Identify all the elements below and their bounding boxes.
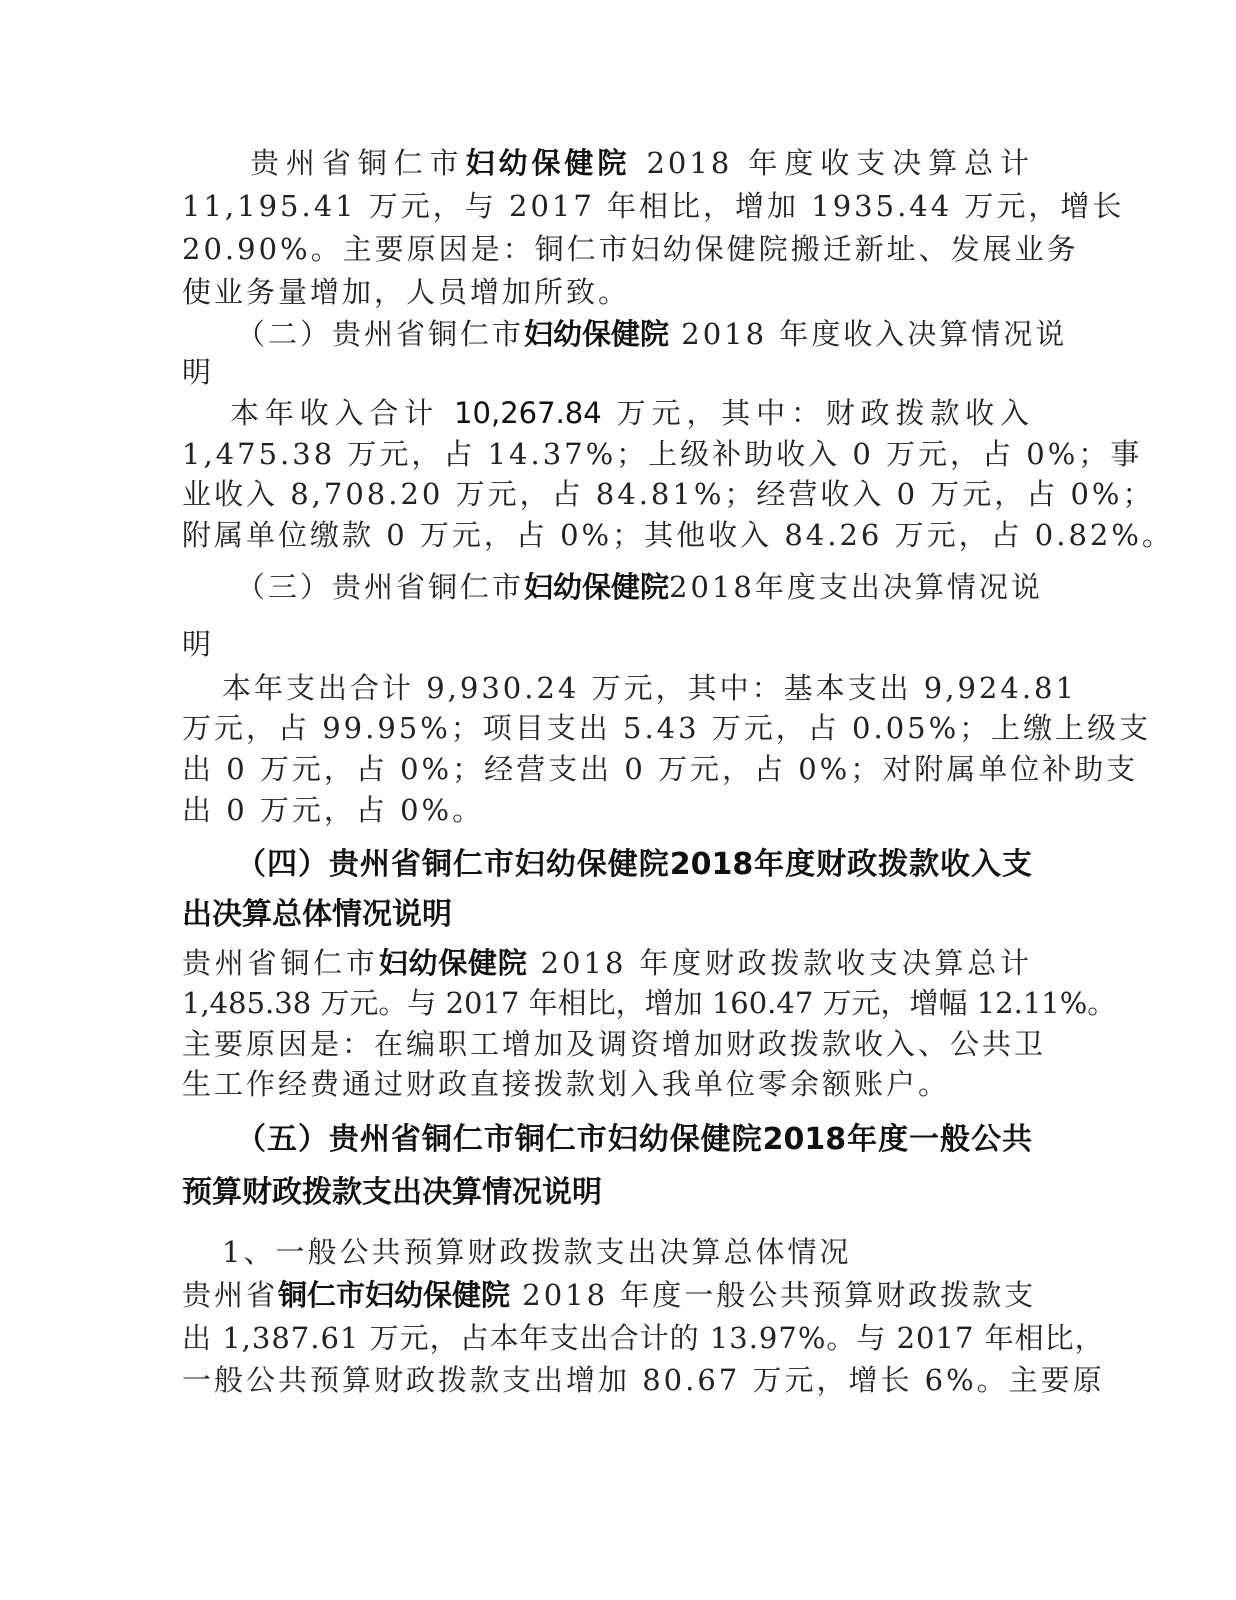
bold-run: 妇幼保健院: [524, 570, 670, 604]
paragraph-line: 主要原因是：在编职工增加及调资增加财政拨款收入、公共卫: [182, 1027, 1047, 1061]
section-heading-5-cont: 预算财政拨款支出决算情况说明: [182, 1175, 602, 1210]
paragraph-line: 万元，占 99.95%；项目支出 5.43 万元，占 0.05%；上缴上级支: [182, 711, 1152, 745]
subheading: 1、一般公共预算财政拨款支出决算总体情况: [222, 1235, 852, 1269]
paragraph-line: 出 0 万元，占 0%；经营支出 0 万元，占 0%；对附属单位补助支: [182, 752, 1139, 786]
paragraph-line: 11,195.41 万元，与 2017 年相比，增加 1935.44 万元，增长: [182, 189, 1125, 223]
section-heading-5: （五）贵州省铜仁市铜仁市妇幼保健院2018年度一般公共: [236, 1122, 1032, 1157]
paragraph-line: 生工作经费通过财政直接拨款划入我单位零余额账户。: [182, 1067, 951, 1101]
text-run: （二）贵州省铜仁市: [236, 317, 525, 351]
paragraph-line: [250, 143, 1032, 183]
bold-run: 妇幼保健院: [524, 317, 670, 351]
bold-run: 妇幼保健院: [465, 146, 631, 180]
section-heading-3: [236, 567, 1043, 607]
paragraph-line: [230, 393, 1032, 433]
section-heading-2: [236, 314, 1068, 354]
text-run: 贵州省铜仁市: [250, 146, 466, 180]
paragraph-line: 出 1,387.61 万元，占本年支出合计的 13.97%。与 2017 年相比，: [182, 1321, 1105, 1355]
text-run: 2018 年度收支决算总计: [630, 146, 1032, 180]
section-heading-2-cont: 明: [182, 355, 215, 389]
section-heading-3-cont: 明: [182, 627, 215, 661]
bold-run: 铜仁市妇幼保健院: [278, 1278, 511, 1312]
paragraph-line: 20.90%。主要原因是：铜仁市妇幼保健院搬迁新址、发展业务: [182, 232, 1079, 266]
bold-run: 10,267.84: [454, 396, 602, 430]
paragraph-line: 出 0 万元，占 0%。: [182, 793, 485, 827]
paragraph-line: 业收入 8,708.20 万元，占 84.81%；经营收入 0 万元，占 0%；: [182, 477, 1155, 511]
text-run: （三）贵州省铜仁市: [236, 570, 525, 604]
text-run: 万元，其中：财政拨款收入: [601, 396, 1032, 430]
paragraph-line: 一般公共预算财政拨款支出增加 80.67 万元，增长 6%。主要原: [182, 1363, 1105, 1397]
paragraph-line: 附属单位缴款 0 万元，占 0%；其他收入 84.26 万元，占 0.82%。: [182, 518, 1174, 552]
paragraph-line: 1,485.38 万元。与 2017 年相比，增加 160.47 万元，增幅 12.11%。: [182, 986, 1117, 1020]
text-run: 2018 年度收入决算情况说: [669, 317, 1068, 351]
bold-run: 妇幼保健院: [378, 946, 528, 980]
section-heading-4: （四）贵州省铜仁市妇幼保健院2018年度财政拨款收入支: [236, 847, 1032, 882]
paragraph-line: [182, 1275, 1037, 1315]
text-run: 2018 年度财政拨款收支决算总计: [527, 946, 1032, 980]
text-run: 贵州省: [182, 1278, 279, 1312]
paragraph-line: 使业务量增加，人员增加所致。: [182, 275, 631, 309]
text-run: 贵州省铜仁市: [182, 946, 379, 980]
paragraph-line: 1,475.38 万元，占 14.37%；上级补助收入 0 万元，占 0%；事: [182, 437, 1143, 471]
text-run: 2018 年度一般公共预算财政拨款支: [510, 1278, 1037, 1312]
paragraph-line: 本年支出合计 9,930.24 万元，其中：基本支出 9,924.81: [222, 671, 1077, 705]
text-run: 本年收入合计: [230, 396, 455, 430]
text-run: 2018年度支出决算情况说: [669, 570, 1043, 604]
section-heading-4-cont: 出决算总体情况说明: [182, 897, 452, 932]
paragraph-line: [182, 943, 1032, 983]
